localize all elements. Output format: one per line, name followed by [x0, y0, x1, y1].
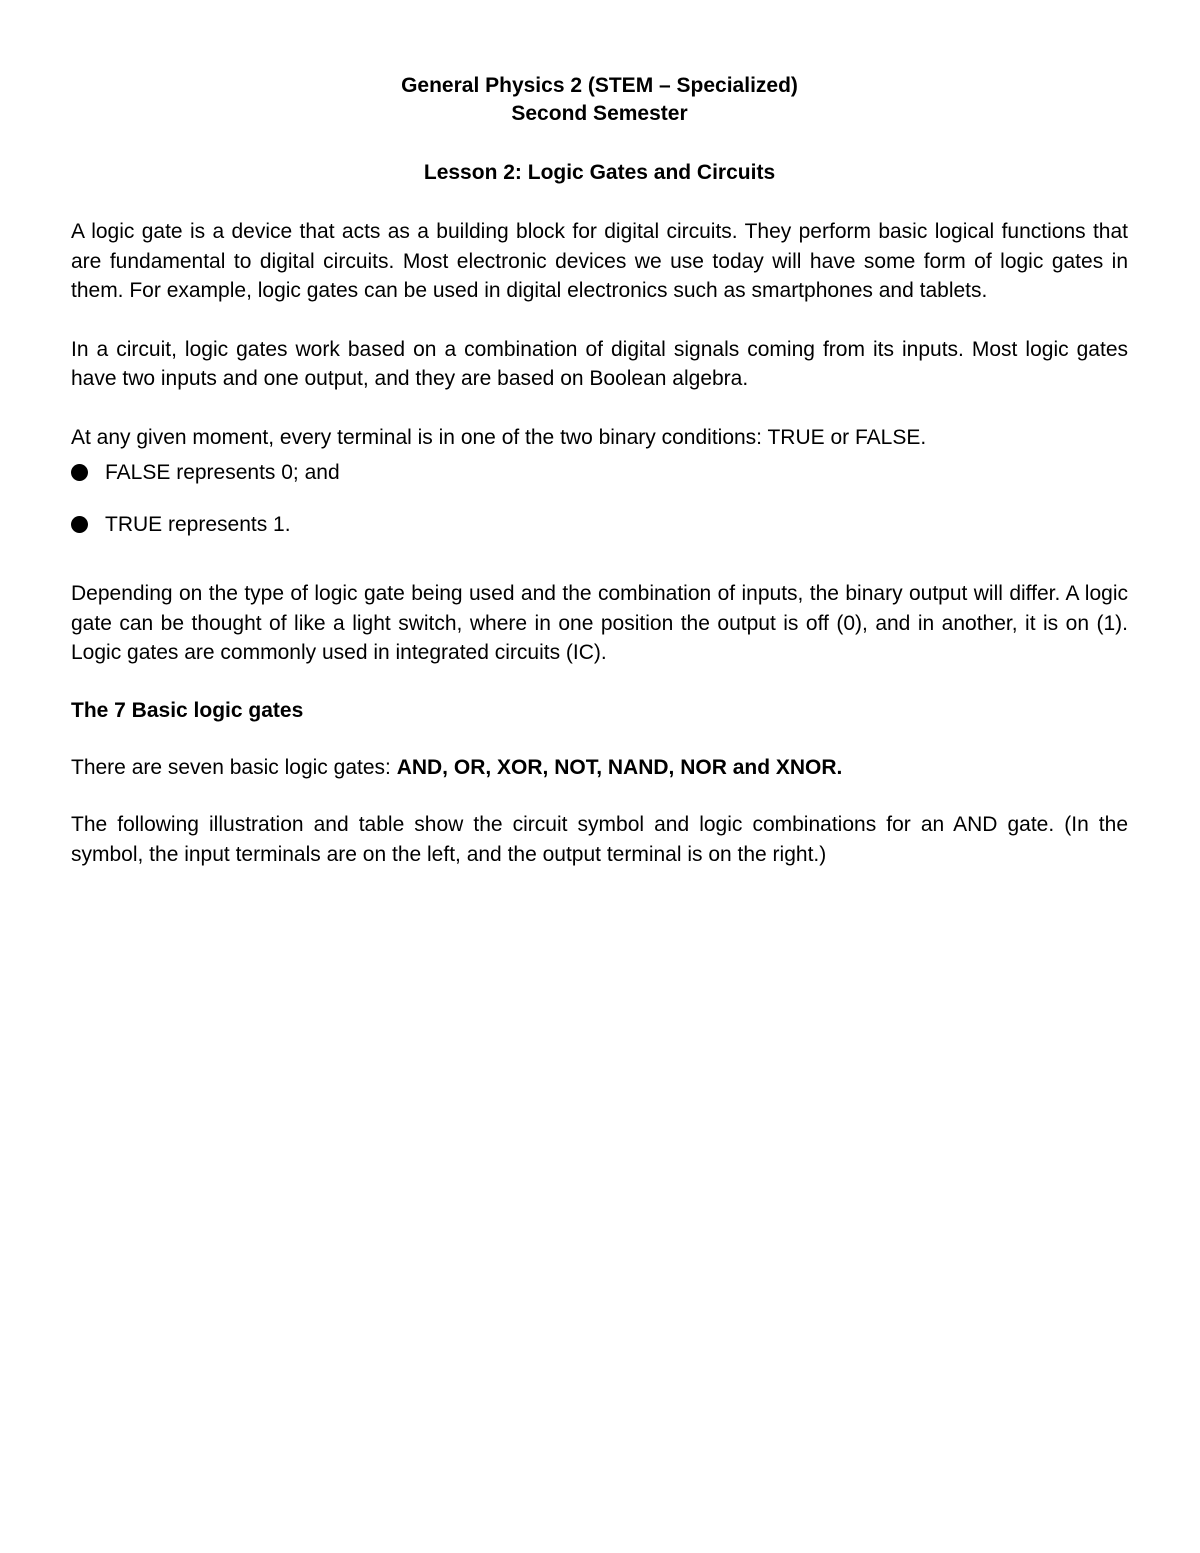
list-item: [71, 510, 1128, 539]
list-item-text: TRUE represents 1.: [105, 513, 291, 536]
bullet-icon: [71, 516, 88, 533]
list-item: [71, 458, 1128, 487]
intro-paragraph: A logic gate is a device that acts as a building block for digital circuits. They perform basic logical functions that are fundamental to digital circuits. Most electronic devices we use today will have some form of logic gates in them. For example, logic gates can be used in digital electronics such as smartphones and tablets.: [71, 220, 1128, 302]
course-title: General Physics 2 (STEM – Specialized): [401, 74, 798, 97]
seven-gates-paragraph: [71, 753, 1128, 783]
binary-conditions-list: [71, 458, 1128, 539]
seven-gates-list: AND, OR, XOR, NOT, NAND, NOR and XNOR.: [396, 755, 843, 779]
bullet-icon: [71, 464, 88, 481]
list-item-text: FALSE represents 0; and: [105, 461, 340, 484]
circuit-paragraph: In a circuit, logic gates work based on a combination of digital signals coming from its inputs. Most logic gates have two inputs and one output, and they are based on Boolean algebra.: [71, 337, 1128, 390]
seven-gates-intro: There are seven basic logic gates:: [71, 755, 397, 779]
binary-paragraph: At any given moment, every terminal is in one of the two binary conditions: TRUE or FALSE.: [71, 425, 927, 449]
section-heading: The 7 Basic logic gates: [71, 698, 304, 722]
document-header: [71, 72, 1128, 128]
lesson-title: Lesson 2: Logic Gates and Circuits: [423, 161, 776, 184]
depending-paragraph: Depending on the type of logic gate being used and the combination of inputs, the binary output will differ. A logic gate can be thought of like a light switch, where in one position the output is off (0), and in another, it is on (1). Logic gates are commonly used in integrated circuits (IC).: [71, 582, 1128, 664]
illustration-paragraph: The following illustration and table show the circuit symbol and logic combinations for an AND gate. (In the symbol, the input terminals are on the left, and the output terminal is on the right.): [71, 813, 1128, 866]
semester-label: Second Semester: [511, 102, 688, 125]
